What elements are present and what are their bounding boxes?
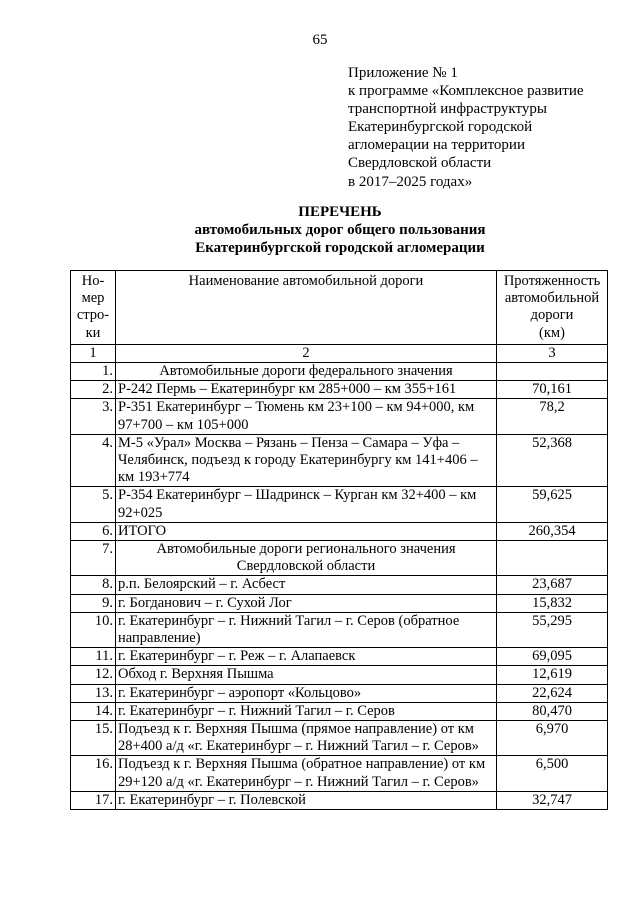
road-length: 78,2 — [497, 399, 608, 434]
appendix-line: Приложение № 1 — [348, 65, 458, 81]
column-number: 1 — [71, 344, 116, 362]
road-length: 15,832 — [497, 594, 608, 612]
road-length: 32,747 — [497, 791, 608, 809]
header-road-length: Протяженность автомобильной дороги (км) — [497, 271, 608, 345]
table-row — [71, 702, 608, 720]
title-line: ПЕРЕЧЕНЬ — [298, 204, 382, 220]
table-row — [71, 434, 608, 487]
road-name: Обход г. Верхняя Пышма — [116, 666, 497, 684]
road-name: г. Екатеринбург – г. Реж – г. Алапаевск — [116, 648, 497, 666]
road-name: г. Екатеринбург – г. Нижний Тагил – г. Серов — [116, 702, 497, 720]
row-number: 9. — [71, 594, 116, 612]
row-number: 4. — [71, 434, 116, 487]
table-section-row — [71, 541, 608, 576]
road-length: 52,368 — [497, 434, 608, 487]
row-number: 13. — [71, 684, 116, 702]
roads-table — [70, 270, 608, 810]
table-row — [71, 381, 608, 399]
road-length: 23,687 — [497, 576, 608, 594]
title-line: автомобильных дорог общего пользования — [194, 222, 486, 238]
road-length — [497, 541, 608, 576]
header-row-number: Но- мер стро- ки — [71, 271, 116, 345]
row-number: 12. — [71, 666, 116, 684]
table-row — [71, 612, 608, 647]
page-number: 65 — [312, 32, 328, 48]
road-length: 59,625 — [497, 487, 608, 522]
table-row — [71, 684, 608, 702]
road-length: 69,095 — [497, 648, 608, 666]
road-length: 12,619 — [497, 666, 608, 684]
appendix-line: к программе «Комплексное развитие — [348, 83, 584, 100]
row-number: 15. — [71, 721, 116, 756]
road-name: ИТОГО — [116, 522, 497, 540]
column-numbers-row — [71, 344, 608, 362]
table-row — [71, 522, 608, 540]
section-title: Автомобильные дороги федерального значения — [116, 363, 497, 381]
section-title: Автомобильные дороги регионального значения Свердловской области — [116, 541, 497, 576]
row-number: 7. — [71, 541, 116, 576]
road-name: Р-242 Пермь – Екатеринбург км 285+000 – км 355+161 — [116, 381, 497, 399]
road-length: 260,354 — [497, 522, 608, 540]
table-row — [71, 756, 608, 791]
column-number: 2 — [116, 344, 497, 362]
road-length: 6,500 — [497, 756, 608, 791]
road-name: г. Екатеринбург – аэропорт «Кольцово» — [116, 684, 497, 702]
appendix-line: в 2017–2025 годах» — [348, 173, 473, 190]
row-number: 3. — [71, 399, 116, 434]
row-number: 16. — [71, 756, 116, 791]
road-length: 22,624 — [497, 684, 608, 702]
road-length: 70,161 — [497, 381, 608, 399]
road-length — [497, 363, 608, 381]
appendix-line: Екатеринбургской городской — [348, 119, 533, 136]
column-number: 3 — [497, 344, 608, 362]
table-row — [71, 721, 608, 756]
road-name: р.п. Белоярский – г. Асбест — [116, 576, 497, 594]
row-number: 11. — [71, 648, 116, 666]
table-row — [71, 399, 608, 434]
appendix-line: агломерации на территории — [348, 137, 525, 154]
road-name: Р-354 Екатеринбург – Шадринск – Курган км 32+400 – км 92+025 — [116, 487, 497, 522]
road-name: Р-351 Екатеринбург – Тюмень км 23+100 – км 94+000, км 97+700 – км 105+000 — [116, 399, 497, 434]
row-number: 2. — [71, 381, 116, 399]
row-number: 8. — [71, 576, 116, 594]
appendix-line: транспортной инфраструктуры — [348, 101, 547, 118]
table-row — [71, 791, 608, 809]
row-number: 14. — [71, 702, 116, 720]
row-number: 10. — [71, 612, 116, 647]
road-length: 6,970 — [497, 721, 608, 756]
road-name: Подъезд к г. Верхняя Пышма (обратное направление) от км 29+120 а/д «г. Екатеринбург – г. Нижний Тагил – г. Серов» — [116, 756, 497, 791]
table-section-row — [71, 363, 608, 381]
road-length: 80,470 — [497, 702, 608, 720]
table-row — [71, 648, 608, 666]
row-number: 5. — [71, 487, 116, 522]
road-name: Подъезд к г. Верхняя Пышма (прямое направление) от км 28+400 а/д «г. Екатеринбург – г. Нижний Тагил – г. Серов» — [116, 721, 497, 756]
table-row — [71, 594, 608, 612]
road-name: г. Богданович – г. Сухой Лог — [116, 594, 497, 612]
row-number: 1. — [71, 363, 116, 381]
appendix-line: Свердловской области — [348, 155, 492, 172]
road-name: М-5 «Урал» Москва – Рязань – Пенза – Самара – Уфа – Челябинск, подъезд к городу Екатеринбургу км 141+406 – км 193+774 — [116, 434, 497, 487]
row-number: 17. — [71, 791, 116, 809]
table-row — [71, 666, 608, 684]
title-line: Екатеринбургской городской агломерации — [195, 240, 485, 256]
document-title — [0, 203, 640, 257]
header-road-name: Наименование автомобильной дороги — [116, 271, 497, 345]
road-name: г. Екатеринбург – г. Полевской — [116, 791, 497, 809]
table-header-row — [71, 271, 608, 345]
appendix-note — [348, 64, 618, 191]
table-row — [71, 487, 608, 522]
table-row — [71, 576, 608, 594]
row-number: 6. — [71, 522, 116, 540]
road-name: г. Екатеринбург – г. Нижний Тагил – г. Серов (обратное направление) — [116, 612, 497, 647]
road-length: 55,295 — [497, 612, 608, 647]
